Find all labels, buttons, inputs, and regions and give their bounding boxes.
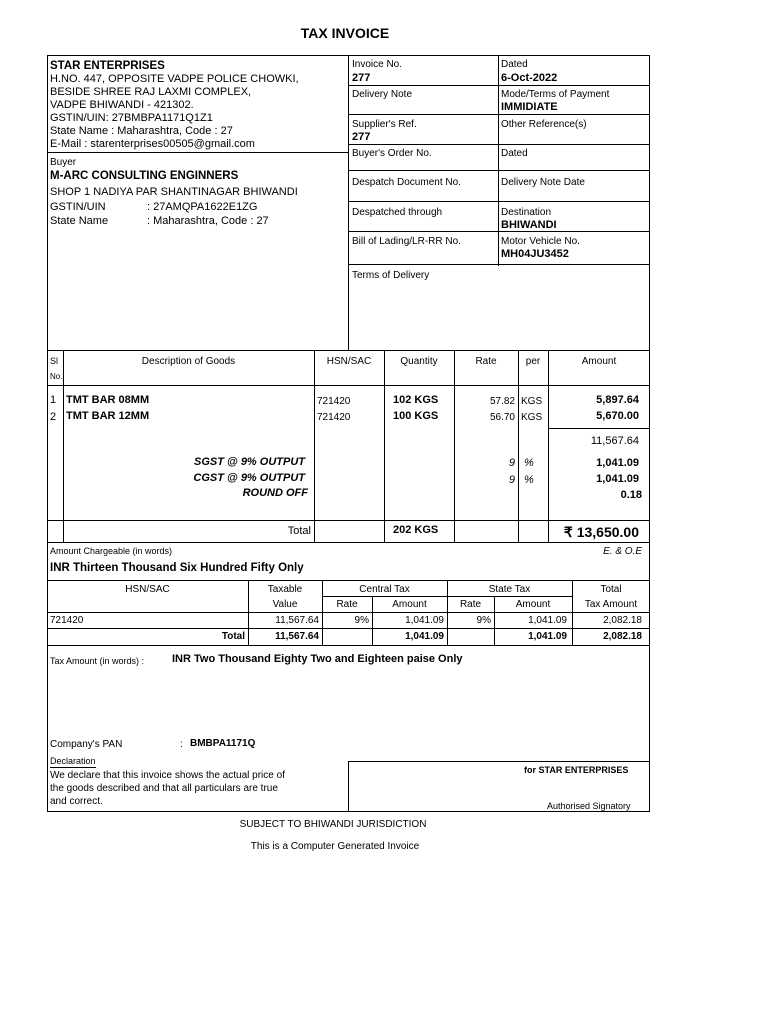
signature-box-left [348, 761, 349, 812]
tax-hsn-header: HSN/SAC [125, 584, 170, 595]
tax-row-central-amount: 1,041.09 [405, 615, 444, 626]
field-row-line [348, 231, 650, 232]
pan-colon: : [180, 739, 183, 750]
tax-amount: 1,041.09 [596, 473, 639, 485]
items-bottom-line [47, 542, 650, 543]
total-quantity: 202 KGS [393, 524, 439, 536]
delivery-note-date-label: Delivery Note Date [501, 177, 585, 188]
tax-per: % [524, 457, 534, 469]
tax-row-taxable: 11,567.64 [275, 615, 319, 626]
seller-line: H.NO. 447, OPPOSITE VADPE POLICE CHOWKI, [50, 73, 299, 85]
jurisdiction: SUBJECT TO BHIWANDI JURISDICTION [239, 819, 427, 830]
item-hsn: 721420 [317, 412, 351, 423]
item-per: KGS [521, 412, 543, 423]
items-header-line [47, 385, 650, 386]
item-rate: 57.82 [489, 396, 515, 407]
declaration-line: and correct. [50, 796, 103, 807]
tax-row-state-rate: 9% [476, 615, 491, 626]
amount-words-text: INR Thirteen Thousand Six Hundred Fifty Only [50, 562, 304, 574]
buyer-address: SHOP 1 NADIYA PAR SHANTINAGAR BHIWANDI [50, 186, 298, 198]
seller-name: STAR ENTERPRISES [50, 60, 165, 72]
col-line [518, 350, 519, 542]
buyers-order-label: Buyer's Order No. [352, 148, 432, 159]
col-hsn: HSN/SAC [326, 356, 372, 367]
tax-taxable-header: Taxable [267, 584, 303, 595]
tax-total-central: 1,041.09 [405, 631, 444, 642]
tax-total-taxable: 11,567.64 [275, 631, 319, 642]
tax-total-state: 1,041.09 [528, 631, 567, 642]
seller-gstin: GSTIN/UIN: 27BMBPA1171Q1Z1 [50, 112, 213, 124]
tax-table-line [47, 612, 650, 613]
buyer-label: Buyer [50, 157, 77, 168]
terms-of-delivery-label: Terms of Delivery [352, 270, 430, 281]
tax-total-header-2: Tax Amount [584, 599, 638, 610]
tax-total-label: Total [221, 631, 245, 642]
col-quantity: Quantity [400, 356, 438, 367]
items-top-line [47, 350, 650, 351]
tax-table-line [47, 580, 650, 581]
tax-amount: 1,041.09 [596, 457, 639, 469]
buyer-state: : Maharashtra, Code : 27 [147, 215, 269, 227]
seller-state: State Name : Maharashtra, Code : 27 [50, 125, 233, 137]
subtotal-value: 11,567.64 [590, 435, 639, 447]
pan-label: Company's PAN [50, 739, 123, 750]
tax-rate: 9 [508, 457, 515, 469]
tax-words-label: Tax Amount (in words) : [50, 656, 145, 666]
delivery-note-label: Delivery Note [352, 89, 413, 100]
item-hsn: 721420 [317, 396, 351, 407]
tax-taxable-header-2: Value [272, 599, 298, 610]
motor-vehicle-value: MH04JU3452 [501, 248, 569, 260]
tax-rate: 9 [508, 474, 515, 486]
dated-value: 6-Oct-2022 [501, 72, 558, 84]
seller-email: E-Mail : starenterprises00505@gmail.com [50, 138, 255, 150]
despatch-doc-label: Despatch Document No. [352, 177, 461, 188]
col-description: Description of Goods [141, 356, 236, 367]
tax-table-line [47, 645, 650, 646]
field-row-line [348, 201, 650, 202]
invoice-title: TAX INVOICE [300, 25, 390, 41]
suppliers-ref-label: Supplier's Ref. [352, 119, 417, 130]
suppliers-ref: 277 [352, 131, 371, 143]
col-amount: Amount [581, 356, 617, 367]
field-row-line [348, 85, 650, 86]
seller-block [50, 60, 299, 151]
fields-divider [498, 55, 499, 266]
destination-value: BHIWANDI [501, 219, 557, 231]
col-line [314, 350, 315, 542]
dated2-label: Dated [501, 148, 528, 159]
tax-state-header: State Tax [488, 584, 531, 595]
eoe-label: E. & O.E [603, 546, 642, 557]
tax-total-header: Total [600, 584, 622, 595]
amount-words-label: Amount Chargeable (in words) [50, 546, 173, 556]
col-no: No. [50, 372, 63, 381]
field-row-line [348, 144, 650, 145]
field-row-line [348, 114, 650, 115]
declaration-label: Declaration [50, 756, 96, 766]
total-amount: ₹ 13,650.00 [563, 524, 639, 540]
other-ref-label: Other Reference(s) [501, 119, 587, 130]
subtotal-line [548, 428, 650, 429]
mode-label: Mode/Terms of Payment [501, 89, 610, 100]
tax-row-state-amount: 1,041.09 [528, 615, 567, 626]
signature-box-top [348, 761, 650, 762]
item-sl: 1 [50, 394, 57, 406]
tax-row-total: 2,082.18 [603, 615, 642, 626]
field-row-line [348, 170, 650, 171]
col-line [454, 350, 455, 542]
col-per: per [525, 356, 541, 367]
item-per: KGS [521, 396, 543, 407]
item-description: TMT BAR 08MM [66, 394, 150, 406]
invoice-no-label: Invoice No. [352, 59, 403, 70]
tax-per: % [524, 474, 534, 486]
header-divider [348, 55, 349, 350]
seller-line: BESIDE SHREE RAJ LAXMI COMPLEX, [50, 86, 252, 98]
tax-label: SGST @ 9% OUTPUT [194, 456, 305, 468]
item-sl: 2 [50, 411, 57, 423]
seller-buyer-divider [47, 152, 348, 153]
despatched-through-label: Despatched through [352, 207, 443, 218]
tax-central-rate-header: Rate [336, 599, 358, 610]
pan-value: BMBPA1171Q [190, 738, 256, 749]
invoice-no: 277 [352, 72, 371, 84]
buyer-gstin: : 27AMQPA1622E1ZG [147, 201, 258, 213]
mode-value: IMMIDIATE [501, 101, 558, 113]
col-rate: Rate [475, 356, 497, 367]
items-total-line [47, 520, 650, 521]
destination-label: Destination [501, 207, 552, 218]
tax-row-central-rate: 9% [354, 615, 369, 626]
tax-label: CGST @ 9% OUTPUT [193, 472, 305, 484]
declaration-line: the goods described and that all particulars are true [50, 783, 278, 794]
item-rate: 56.70 [489, 412, 515, 423]
declaration-line: We declare that this invoice shows the actual price of [50, 770, 285, 781]
dated-label: Dated [501, 59, 528, 70]
motor-vehicle-label: Motor Vehicle No. [501, 236, 580, 247]
tax-state-amount-header: Amount [515, 599, 551, 610]
tax-central-amount-header: Amount [392, 599, 427, 610]
seller-line: VADPE BHIWANDI - 421302. [50, 99, 194, 111]
col-line [63, 350, 64, 542]
item-description: TMT BAR 12MM [66, 410, 150, 422]
tax-total-total: 2,082.18 [603, 631, 642, 642]
item-amount: 5,670.00 [596, 410, 639, 422]
computer-generated-note: This is a Computer Generated Invoice [250, 841, 420, 852]
tax-state-rate-header: Rate [459, 599, 482, 610]
bill-of-lading-label: Bill of Lading/LR-RR No. [352, 236, 461, 247]
field-row-line [348, 264, 650, 265]
tax-label: ROUND OFF [242, 487, 308, 499]
tax-words-text: INR Two Thousand Eighty Two and Eighteen paise Only [172, 653, 463, 665]
item-quantity: 102 KGS [393, 394, 439, 406]
item-quantity: 100 KGS [393, 410, 439, 422]
tax-table-line [47, 628, 650, 629]
col-line [384, 350, 385, 542]
signature-for: for STAR ENTERPRISES [524, 765, 629, 775]
total-label: Total [287, 525, 311, 537]
buyer-gstin-label: GSTIN/UIN [50, 201, 106, 213]
authorised-signatory: Authorised Signatory [547, 801, 631, 811]
buyer-name: M-ARC CONSULTING ENGINNERS [50, 170, 239, 182]
tax-central-header: Central Tax [359, 584, 410, 595]
col-sl: Sl [50, 356, 59, 366]
item-amount: 5,897.64 [596, 394, 639, 406]
tax-row-hsn: 721420 [50, 615, 84, 626]
buyer-state-label: State Name [50, 215, 109, 227]
tax-amount: 0.18 [620, 489, 642, 501]
